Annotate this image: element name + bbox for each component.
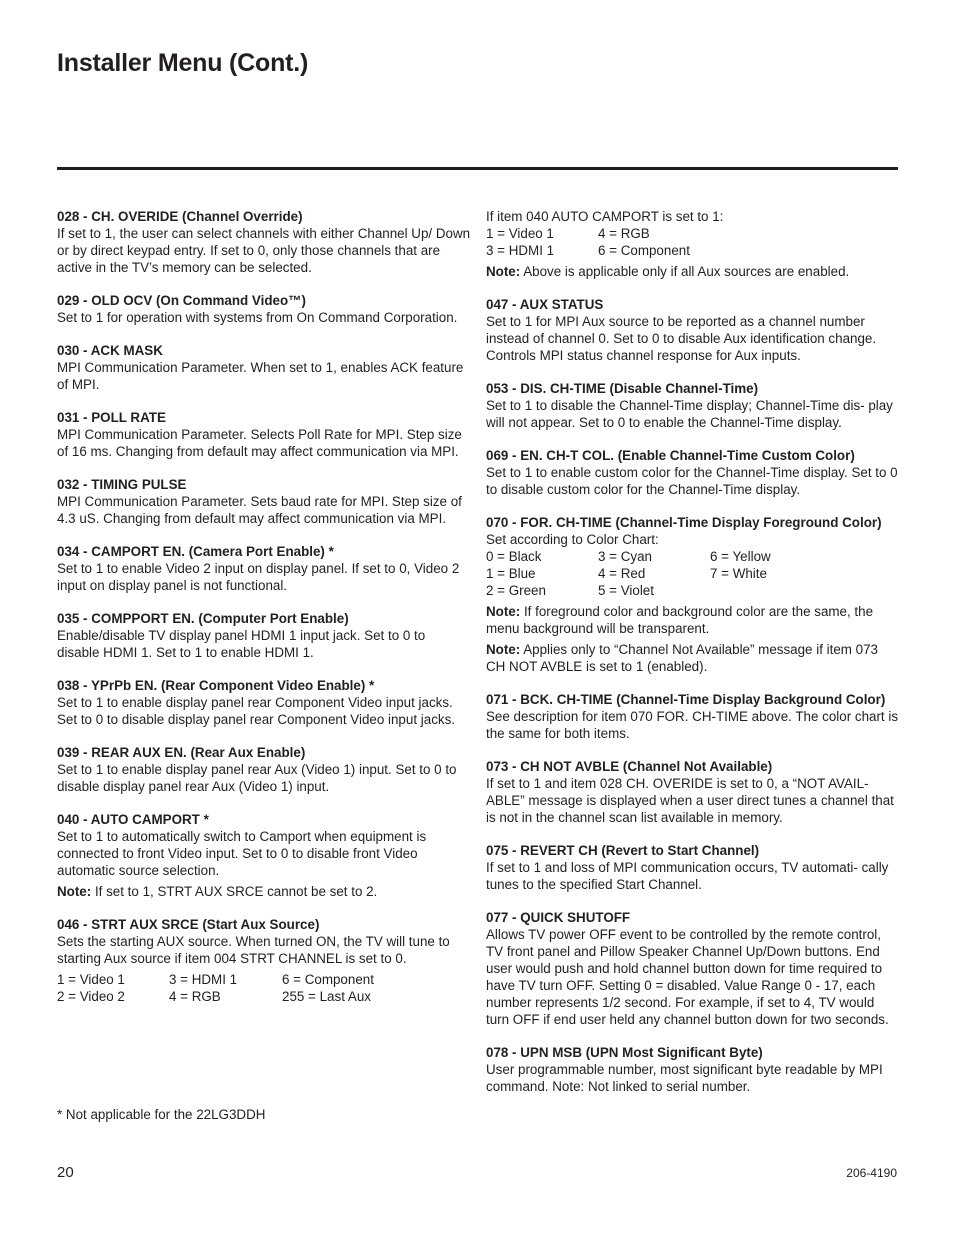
section-040 [57, 811, 471, 900]
section-note [486, 641, 900, 675]
section-heading: 071 - BCK. CH-TIME (Channel-Time Display Background Color) [486, 692, 886, 707]
note-text: If foreground color and background color are the same, the menu background will be transparent. [486, 604, 874, 636]
section-heading: 038 - YPrPb EN. (Rear Component Video Enable) * [57, 678, 375, 693]
table-cell: 0 = Black [486, 549, 542, 564]
table-cell: 6 = Component [598, 243, 690, 258]
section-heading: 034 - CAMPORT EN. (Camera Port Enable) * [57, 544, 334, 559]
note-label: Note: [486, 264, 521, 279]
section-heading: 073 - CH NOT AVBLE (Channel Not Available) [486, 759, 773, 774]
section-item [57, 476, 471, 527]
section-body: Sets the starting AUX source. When turned ON, the TV will tune to starting Aux source if item 004 STRT CHANNEL is set to 0. [57, 934, 450, 966]
section-note [486, 603, 900, 637]
section-heading: 075 - REVERT CH (Revert to Start Channel) [486, 843, 760, 858]
section-heading: 040 - AUTO CAMPORT * [57, 812, 209, 827]
section-intro: If item 040 AUTO CAMPORT is set to 1: [486, 209, 724, 224]
table-row [486, 582, 771, 599]
section-item [57, 409, 471, 460]
table-cell: 6 = Component [282, 972, 374, 987]
section-040-continued [486, 208, 900, 280]
section-046 [57, 916, 471, 1005]
section-item [486, 380, 900, 431]
section-body: Enable/disable TV display panel HDMI 1 input jack. Set to 0 to disable HDMI 1. Set to 1 to enable HDMI 1. [57, 628, 426, 660]
note-text: Above is applicable only if all Aux sources are enabled. [520, 264, 850, 279]
section-heading: 069 - EN. CH-T COL. (Enable Channel-Time Custom Color) [486, 448, 855, 463]
table-cell: 6 = Yellow [710, 549, 771, 564]
note-text: Applies only to “Channel Not Available” message if item 073 CH NOT AVBLE is set to 1 (enabled). [486, 642, 878, 674]
section-body: If set to 1 and loss of MPI communication occurs, TV automati- cally tunes to the specified Start Channel. [486, 860, 889, 892]
section-body: MPI Communication Parameter. Selects Poll Rate for MPI. Step size of 16 ms. Changing from default may affect communication via MPI. [57, 427, 462, 459]
section-body: If set to 1 and item 028 CH. OVERIDE is set to 0, a “NOT AVAIL- ABLE” message is displayed when a user direct tunes a channel that is not in the channel scan list available in memory. [486, 776, 894, 825]
table-cell: 7 = White [710, 566, 767, 581]
table-row [486, 565, 771, 582]
table-cell: 3 = Cyan [598, 549, 652, 564]
table-cell: 4 = RGB [598, 226, 650, 241]
table-cell [710, 582, 771, 599]
section-body: Set to 1 to enable display panel rear Component Video input jacks. Set to 0 to disable display panel rear Component Video input jacks. [57, 695, 455, 727]
table-cell: 1 = Video 1 [486, 226, 554, 241]
title-divider [57, 167, 898, 170]
left-sections [57, 208, 471, 795]
section-item [486, 909, 900, 1028]
section-body: User programmable number, most significant byte readable by MPI command. Note: Not linked to serial number. [486, 1062, 883, 1094]
section-body: MPI Communication Parameter. Sets baud rate for MPI. Step size of 4.3 uS. Changing from default may affect communication via MPI. [57, 494, 462, 526]
section-heading: 029 - OLD OCV (On Command Video™) [57, 293, 306, 308]
section-item [57, 744, 471, 795]
section-heading: 078 - UPN MSB (UPN Most Significant Byte) [486, 1045, 763, 1060]
section-item [57, 677, 471, 728]
section-item [486, 296, 900, 364]
section-body: If set to 1, the user can select channels with either Channel Up/ Down or by direct keypad entry. If set to 0, only those channels that are active in the TV’s memory can be selected. [57, 226, 471, 275]
section-heading: 077 - QUICK SHUTOFF [486, 910, 631, 925]
section-item [57, 208, 471, 276]
section-item [57, 543, 471, 594]
section-note [57, 883, 471, 900]
table-row [486, 548, 771, 565]
page-number: 20 [57, 1164, 74, 1181]
table-cell: 3 = HDMI 1 [486, 243, 555, 258]
table-cell: 5 = Violet [598, 583, 654, 598]
section-body: Set to 1 for MPI Aux source to be reported as a channel number instead of channel 0. Set to 0 to disable Aux identification change. Controls MPI status channel response for Aux inputs. [486, 314, 877, 363]
section-intro: Set according to Color Chart: [486, 532, 659, 547]
section-heading: 030 - ACK MASK [57, 343, 163, 358]
right-column [486, 208, 900, 1111]
table-cell: 255 = Last Aux [282, 989, 371, 1004]
section-body: See description for item 070 FOR. CH-TIME above. The color chart is the same for both items. [486, 709, 899, 741]
section-item [57, 292, 471, 326]
note-label: Note: [57, 884, 92, 899]
section-body: Set to 1 to automatically switch to Camport when equipment is connected to front Video input. Set to 0 to disable front Video automatic source selection. [57, 829, 427, 878]
section-070 [486, 514, 900, 675]
section-item [57, 610, 471, 661]
table-cell: 1 = Blue [486, 566, 536, 581]
section-item [486, 842, 900, 893]
section-body: Set to 1 for operation with systems from On Command Corporation. [57, 310, 458, 325]
table-cell: 2 = Green [486, 583, 546, 598]
table-cell: 1 = Video 1 [57, 972, 125, 987]
auto-camport-table [486, 225, 690, 259]
section-heading: 070 - FOR. CH-TIME (Channel-Time Display Foreground Color) [486, 515, 882, 530]
table-row [486, 225, 690, 242]
note-label: Note: [486, 604, 521, 619]
section-body: Set to 1 to disable the Channel-Time display; Channel-Time dis- play will not appear. Set to 0 to enable the Channel-Time display. [486, 398, 893, 430]
section-heading: 047 - AUX STATUS [486, 297, 604, 312]
left-column [57, 208, 471, 1021]
section-heading: 039 - REAR AUX EN. (Rear Aux Enable) [57, 745, 306, 760]
document-number: 206-4190 [846, 1166, 897, 1180]
section-body: Set to 1 to enable display panel rear Aux (Video 1) input. Set to 0 to disable display panel rear Aux (Video 1) input. [57, 762, 457, 794]
section-heading: 046 - STRT AUX SRCE (Start Aux Source) [57, 917, 320, 932]
section-heading: 028 - CH. OVERIDE (Channel Override) [57, 209, 303, 224]
section-heading: 053 - DIS. CH-TIME (Disable Channel-Time) [486, 381, 759, 396]
section-body: Allows TV power OFF event to be controlled by the remote control, TV front panel and Pillow Speaker Channel Up/Down buttons. End user would push and hold channel button down for time required to have TV turn OFF. Setting 0 = disabled. Value Range 0 - 17, each number represents 1/2 second. For example, if set to 4, TV would turn OFF if end user held any channel button down for two seconds. [486, 927, 889, 1027]
color-chart-table [486, 548, 771, 599]
section-heading: 035 - COMPPORT EN. (Computer Port Enable) [57, 611, 349, 626]
aux-source-table [57, 971, 374, 1005]
note-text: If set to 1, STRT AUX SRCE cannot be set to 2. [91, 884, 378, 899]
section-item [486, 758, 900, 826]
footnote: * Not applicable for the 22LG3DDH [57, 1107, 266, 1122]
section-note [486, 263, 900, 280]
section-heading: 031 - POLL RATE [57, 410, 166, 425]
section-item [486, 1044, 900, 1095]
table-cell: 4 = RGB [169, 989, 221, 1004]
section-body: MPI Communication Parameter. When set to 1, enables ACK feature of MPI. [57, 360, 464, 392]
table-row [486, 242, 690, 259]
section-item [486, 447, 900, 498]
table-cell: 4 = Red [598, 566, 646, 581]
page-title: Installer Menu (Cont.) [57, 49, 309, 77]
table-row [57, 988, 374, 1005]
section-item [486, 691, 900, 742]
section-body: Set to 1 to enable Video 2 input on display panel. If set to 0, Video 2 input on display panel is not functional. [57, 561, 460, 593]
section-item [57, 342, 471, 393]
note-label: Note: [486, 642, 521, 657]
table-cell: 3 = HDMI 1 [169, 972, 238, 987]
table-cell: 2 = Video 2 [57, 989, 125, 1004]
table-row [57, 971, 374, 988]
section-body: Set to 1 to enable custom color for the Channel-Time display. Set to 0 to disable custom color for the Channel-Time display. [486, 465, 898, 497]
section-heading: 032 - TIMING PULSE [57, 477, 187, 492]
